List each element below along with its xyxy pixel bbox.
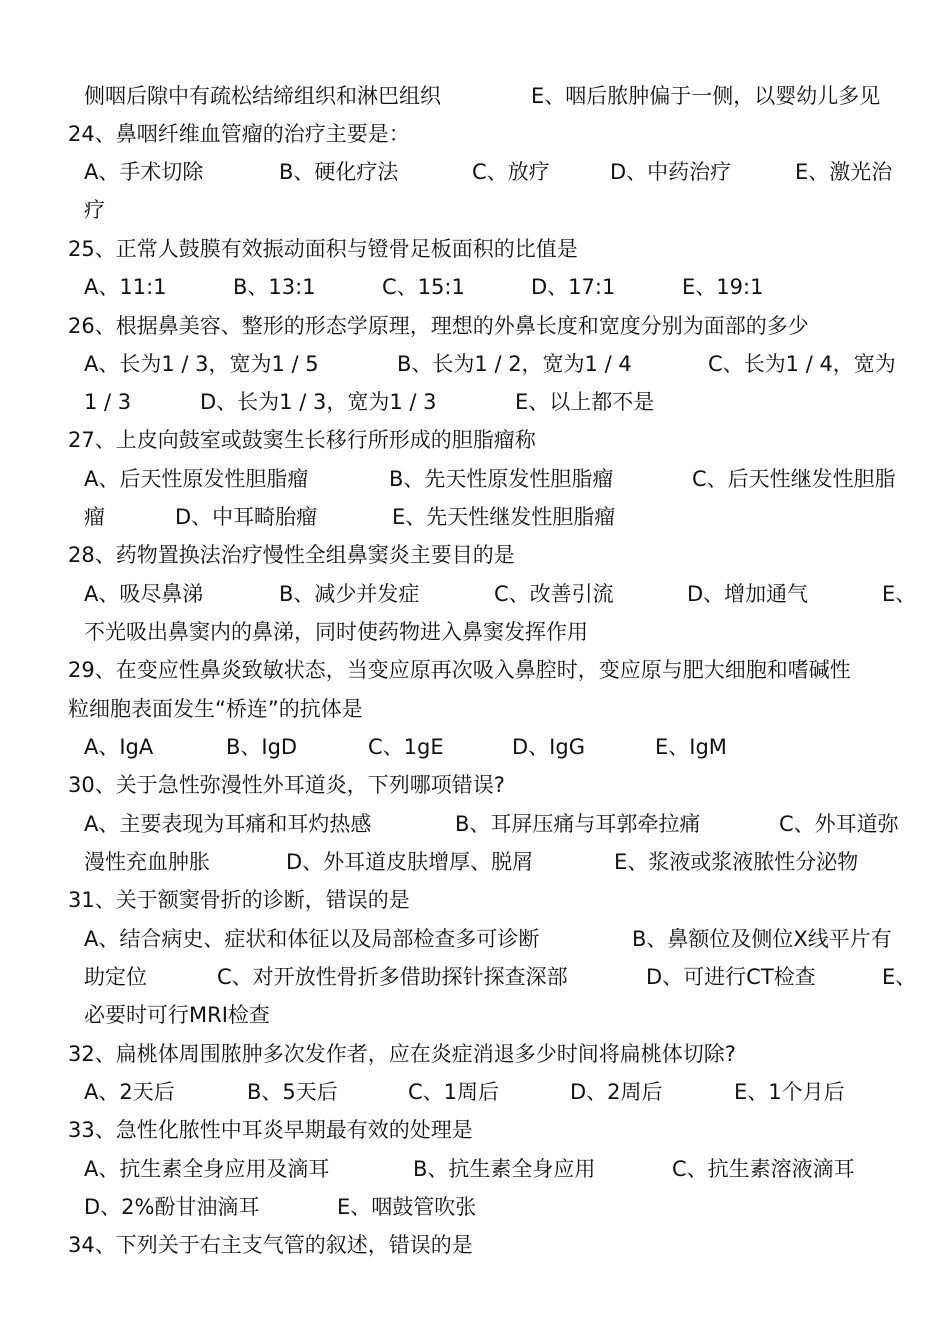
- question-31-stem: [0, 881, 950, 919]
- question-34-stem: [0, 1226, 950, 1264]
- option-e-cont: 疗: [84, 198, 105, 222]
- question-text: 24、鼻咽纤维血管瘤的治疗主要是：: [68, 122, 410, 146]
- option-d: D、2周后: [570, 1080, 663, 1104]
- option-b: B、13:1: [233, 275, 316, 299]
- question-text: 25、正常人鼓膜有效振动面积与镫骨足板面积的比值是: [68, 237, 578, 261]
- question-27-options-cont: [0, 498, 950, 536]
- option-a: A、抗生素全身应用及滴耳: [84, 1157, 330, 1181]
- option-c: C、后天性继发性胆脂: [692, 467, 896, 491]
- option-d: D、中耳畸胎瘤: [175, 505, 318, 529]
- option-b: B、减少并发症: [279, 582, 420, 606]
- question-text: 33、急性化脓性中耳炎早期最有效的处理是: [68, 1118, 473, 1142]
- option-c-cont: 1 / 3: [84, 390, 132, 414]
- question-27-options: [0, 460, 950, 498]
- continuation-line: [0, 77, 950, 115]
- option-e: E、以上都不是: [515, 390, 655, 414]
- question-24-options-cont: [0, 191, 950, 229]
- question-text: 26、根据鼻美容、整形的形态学原理，理想的外鼻长度和宽度分别为面部的多少: [68, 314, 809, 338]
- question-28-options-cont: [0, 613, 950, 651]
- question-25-options: [0, 268, 950, 306]
- question-30-options: [0, 805, 950, 843]
- question-33-stem: [0, 1111, 950, 1149]
- option-d: D、可进行CT检查: [646, 965, 816, 989]
- option-c: C、长为1 / 4，宽为: [708, 352, 896, 376]
- option-a: A、2天后: [84, 1080, 175, 1104]
- option-d: D、IgG: [512, 735, 585, 759]
- option-b: B、5天后: [247, 1080, 338, 1104]
- option-c: C、1gE: [368, 735, 444, 759]
- option-b: B、耳屏压痛与耳郭牵拉痛: [455, 812, 701, 836]
- option-b: B、长为1 / 2，宽为1 / 4: [397, 352, 632, 376]
- option-a: A、长为1 / 3，宽为1 / 5: [84, 352, 319, 376]
- question-text: 32、扁桃体周围脓肿多次发作者，应在炎症消退多少时间将扁桃体切除?: [68, 1042, 736, 1066]
- option-b: B、鼻额位及侧位X线平片有: [632, 927, 892, 951]
- option-c: C、1周后: [408, 1080, 500, 1104]
- option-d: D、17:1: [531, 275, 616, 299]
- option-e: E、: [882, 582, 917, 606]
- option-a: A、IgA: [84, 735, 154, 759]
- option-c: C、对开放性骨折多借助探针探查深部: [217, 965, 568, 989]
- question-24-options: [0, 153, 950, 191]
- question-27-stem: [0, 421, 950, 459]
- option-c-cont: 漫性充血肿胀: [84, 850, 210, 874]
- question-29-stem: [0, 651, 950, 689]
- option-e: E、咽鼓管吹张: [337, 1195, 477, 1219]
- option-e: E、浆液或浆液脓性分泌物: [614, 850, 859, 874]
- option-d: D、2%酚甘油滴耳: [84, 1195, 260, 1219]
- question-text: 29、在变应性鼻炎致敏状态，当变应原再次吸入鼻腔时，变应原与肥大细胞和嗜碱性: [68, 658, 851, 682]
- option-a: A、后天性原发性胆脂瘤: [84, 467, 309, 491]
- option-d: D、增加通气: [687, 582, 809, 606]
- option-a: A、主要表现为耳痛和耳灼热感: [84, 812, 372, 836]
- option-e-cont: 必要时可行MRI检查: [84, 1003, 270, 1027]
- option-e: E、咽后脓肿偏于一侧，以婴幼儿多见: [531, 84, 881, 108]
- option-d: D、长为1 / 3，宽为1 / 3: [200, 390, 437, 414]
- option-c: C、外耳道弥: [779, 812, 899, 836]
- question-32-options: [0, 1073, 950, 1111]
- question-text: 30、关于急性弥漫性外耳道炎，下列哪项错误?: [68, 773, 505, 797]
- option-e: E、19:1: [682, 275, 764, 299]
- question-30-stem: [0, 766, 950, 804]
- question-31-options: [0, 920, 950, 958]
- option-e: E、: [882, 965, 917, 989]
- question-text-cont: 粒细胞表面发生“桥连”的抗体是: [68, 697, 363, 721]
- question-25-stem: [0, 230, 950, 268]
- option-b-cont: 助定位: [84, 965, 147, 989]
- option-text: 侧咽后隙中有疏松结缔组织和淋巴组织: [84, 84, 441, 108]
- option-c: C、放疗: [472, 160, 550, 184]
- question-28-options: [0, 575, 950, 613]
- option-b: B、先天性原发性胆脂瘤: [389, 467, 614, 491]
- option-e: E、激光治: [795, 160, 893, 184]
- option-e: E、1个月后: [734, 1080, 845, 1104]
- question-26-stem: [0, 307, 950, 345]
- option-a: A、手术切除: [84, 160, 204, 184]
- option-e: E、IgM: [655, 735, 727, 759]
- question-29-options: [0, 728, 950, 766]
- option-c-cont: 瘤: [84, 505, 105, 529]
- option-c: C、抗生素溶液滴耳: [672, 1157, 855, 1181]
- option-b: B、硬化疗法: [279, 160, 399, 184]
- question-26-options-cont: [0, 383, 950, 421]
- question-text: 28、药物置换法治疗慢性全组鼻窦炎主要目的是: [68, 543, 515, 567]
- option-d: D、外耳道皮肤增厚、脱屑: [286, 850, 534, 874]
- option-b: B、抗生素全身应用: [413, 1157, 596, 1181]
- question-30-options-cont: [0, 843, 950, 881]
- question-24-stem: [0, 115, 950, 153]
- option-c: C、改善引流: [494, 582, 614, 606]
- question-29-stem-cont: [0, 690, 950, 728]
- question-26-options: [0, 345, 950, 383]
- option-a: A、结合病史、症状和体征以及局部检查多可诊断: [84, 927, 540, 951]
- question-32-stem: [0, 1035, 950, 1073]
- option-c: C、15:1: [382, 275, 465, 299]
- option-e: E、先天性继发性胆脂瘤: [392, 505, 616, 529]
- question-text: 31、关于额窦骨折的诊断，错误的是: [68, 888, 410, 912]
- question-31-options-cont2: [0, 996, 950, 1034]
- question-text: 34、下列关于右主支气管的叙述，错误的是: [68, 1233, 473, 1257]
- option-e-cont: 不光吸出鼻窦内的鼻涕，同时使药物进入鼻窦发挥作用: [84, 620, 588, 644]
- option-d: D、中药治疗: [610, 160, 732, 184]
- option-b: B、IgD: [226, 735, 298, 759]
- option-a: A、11:1: [84, 275, 167, 299]
- question-33-options: [0, 1150, 950, 1188]
- question-28-stem: [0, 536, 950, 574]
- option-a: A、吸尽鼻涕: [84, 582, 204, 606]
- question-text: 27、上皮向鼓室或鼓窦生长移行所形成的胆脂瘤称: [68, 428, 536, 452]
- question-31-options-cont: [0, 958, 950, 996]
- question-33-options-cont: [0, 1188, 950, 1226]
